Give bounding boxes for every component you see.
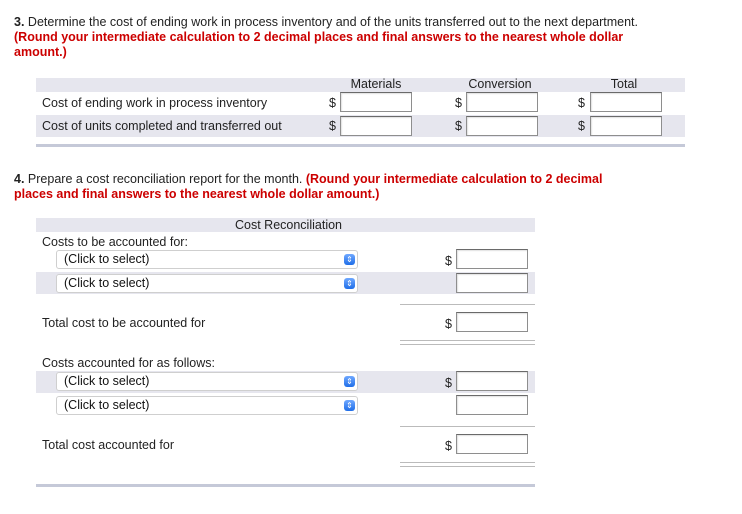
question-3-text xyxy=(14,15,644,60)
double-rule-bottom xyxy=(400,466,535,467)
cost-destination-amount-input-2[interactable] xyxy=(456,395,528,415)
transferred-out-materials-input[interactable] xyxy=(340,116,412,136)
transferred-out-total-input[interactable] xyxy=(590,116,662,136)
dollar-sign: $ xyxy=(578,119,585,133)
select-2-value: (Click to select) xyxy=(64,276,150,290)
costs-accounted-label: Costs accounted for as follows: xyxy=(42,356,215,370)
cost-source-amount-input-2[interactable] xyxy=(456,273,528,293)
header-materials: Materials xyxy=(350,77,402,91)
dollar-sign: $ xyxy=(329,119,336,133)
dollar-sign: $ xyxy=(445,254,452,268)
double-rule-top xyxy=(400,462,535,463)
question-3-body: Determine the cost of ending work in process inventory and of the units transferred out to the next department. xyxy=(27,15,638,29)
dollar-sign: $ xyxy=(455,119,462,133)
question-3-note: (Round your intermediate calculation to 2 decimal places and final answers to the nearest whole dollar amount.) xyxy=(14,30,624,59)
dollar-sign: $ xyxy=(445,439,452,453)
double-rule-top xyxy=(400,340,535,341)
row-ending-wip-label: Cost of ending work in process inventory xyxy=(42,96,268,110)
ending-wip-conversion-input[interactable] xyxy=(466,92,538,112)
cost-destination-select-2[interactable] xyxy=(56,396,358,415)
total-accounted-input[interactable] xyxy=(456,434,528,454)
cost-source-select-1[interactable] xyxy=(56,250,358,269)
dollar-sign: $ xyxy=(455,96,462,110)
select-1-value: (Click to select) xyxy=(64,252,150,266)
chevron-updown-icon[interactable]: ⇕ xyxy=(344,400,355,411)
dollar-sign: $ xyxy=(329,96,336,110)
question-4-body: Prepare a cost reconciliation report for the month. xyxy=(27,172,303,186)
question-4-text xyxy=(14,172,644,202)
total-to-account-input[interactable] xyxy=(456,312,528,332)
dollar-sign: $ xyxy=(578,96,585,110)
ending-wip-total-input[interactable] xyxy=(590,92,662,112)
costs-to-account-label: Costs to be accounted for: xyxy=(42,235,188,249)
cost-reconciliation-title: Cost Reconciliation xyxy=(235,218,342,232)
double-rule-bottom xyxy=(400,344,535,345)
q4-bottom-divider xyxy=(36,484,535,487)
question-4-note: (Round your intermediate calculation to 2 decimal places and final answers to the nearest whole dollar amount.) xyxy=(14,172,603,201)
header-total: Total xyxy=(610,77,638,91)
cost-destination-select-1[interactable] xyxy=(56,372,358,391)
subtotal-rule xyxy=(400,304,535,305)
chevron-updown-icon[interactable]: ⇕ xyxy=(344,376,355,387)
chevron-updown-icon[interactable]: ⇕ xyxy=(344,278,355,289)
q3-bottom-divider xyxy=(36,144,685,147)
cost-source-select-2[interactable] xyxy=(56,274,358,293)
subtotal-rule xyxy=(400,426,535,427)
question-3-number: 3. xyxy=(14,15,25,29)
question-4-number: 4. xyxy=(14,172,25,186)
dollar-sign: $ xyxy=(445,317,452,331)
transferred-out-conversion-input[interactable] xyxy=(466,116,538,136)
row-transferred-out-label: Cost of units completed and transferred out xyxy=(42,119,282,133)
ending-wip-materials-input[interactable] xyxy=(340,92,412,112)
cost-destination-amount-input-1[interactable] xyxy=(456,371,528,391)
select-3-value: (Click to select) xyxy=(64,374,150,388)
select-4-value: (Click to select) xyxy=(64,398,150,412)
chevron-updown-icon[interactable]: ⇕ xyxy=(344,254,355,265)
cost-source-amount-input-1[interactable] xyxy=(456,249,528,269)
total-accounted-label: Total cost accounted for xyxy=(42,438,175,452)
total-to-account-label: Total cost to be accounted for xyxy=(42,316,206,330)
dollar-sign: $ xyxy=(445,376,452,390)
header-conversion: Conversion xyxy=(468,77,532,91)
